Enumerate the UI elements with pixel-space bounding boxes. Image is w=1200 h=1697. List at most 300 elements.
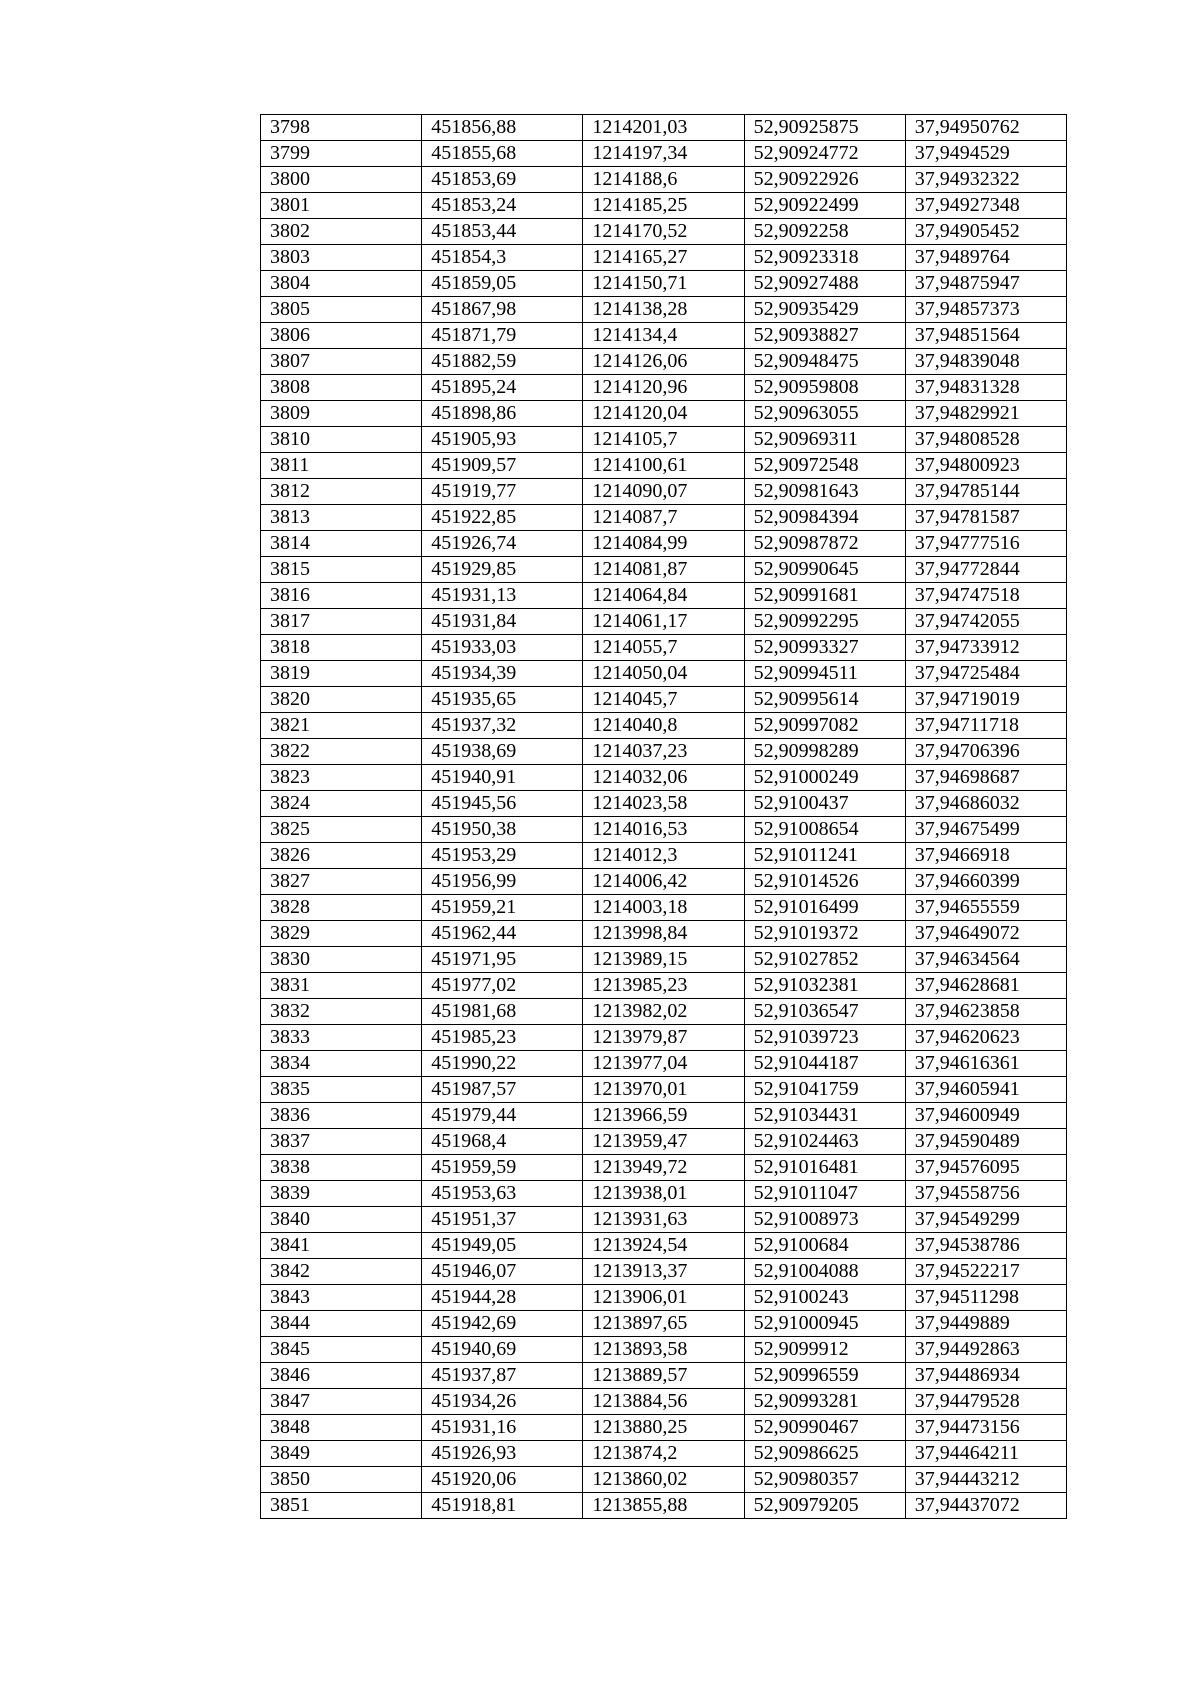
longitude-cell: 37,94772844: [905, 557, 1066, 583]
x-coordinate-cell: 451937,32: [422, 713, 583, 739]
latitude-cell: 52,90922499: [744, 193, 905, 219]
y-coordinate-cell: 1213966,59: [583, 1103, 744, 1129]
y-coordinate-cell: 1213906,01: [583, 1285, 744, 1311]
table-row: [261, 1181, 1067, 1207]
table-row: [261, 141, 1067, 167]
y-coordinate-cell: 1213893,58: [583, 1337, 744, 1363]
latitude-cell: 52,90924772: [744, 141, 905, 167]
x-coordinate-cell: 451918,81: [422, 1493, 583, 1519]
x-coordinate-cell: 451856,88: [422, 115, 583, 141]
table-row: [261, 999, 1067, 1025]
y-coordinate-cell: 1213982,02: [583, 999, 744, 1025]
latitude-cell: 52,90997082: [744, 713, 905, 739]
longitude-cell: 37,94808528: [905, 427, 1066, 453]
latitude-cell: 52,90959808: [744, 375, 905, 401]
y-coordinate-cell: 1214055,7: [583, 635, 744, 661]
table-row: [261, 1051, 1067, 1077]
point-id-cell: 3827: [261, 869, 422, 895]
y-coordinate-cell: 1214087,7: [583, 505, 744, 531]
longitude-cell: 37,94492863: [905, 1337, 1066, 1363]
y-coordinate-cell: 1214064,84: [583, 583, 744, 609]
point-id-cell: 3831: [261, 973, 422, 999]
table-row: [261, 791, 1067, 817]
table-row: [261, 1389, 1067, 1415]
longitude-cell: 37,94479528: [905, 1389, 1066, 1415]
x-coordinate-cell: 451935,65: [422, 687, 583, 713]
point-id-cell: 3812: [261, 479, 422, 505]
table-row: [261, 1467, 1067, 1493]
latitude-cell: 52,9092258: [744, 219, 905, 245]
longitude-cell: 37,94675499: [905, 817, 1066, 843]
latitude-cell: 52,91008973: [744, 1207, 905, 1233]
longitude-cell: 37,9489764: [905, 245, 1066, 271]
y-coordinate-cell: 1214037,23: [583, 739, 744, 765]
point-id-cell: 3802: [261, 219, 422, 245]
x-coordinate-cell: 451931,16: [422, 1415, 583, 1441]
x-coordinate-cell: 451905,93: [422, 427, 583, 453]
y-coordinate-cell: 1214185,25: [583, 193, 744, 219]
y-coordinate-cell: 1214165,27: [583, 245, 744, 271]
table-row: [261, 687, 1067, 713]
longitude-cell: 37,94605941: [905, 1077, 1066, 1103]
point-id-cell: 3826: [261, 843, 422, 869]
point-id-cell: 3845: [261, 1337, 422, 1363]
y-coordinate-cell: 1213938,01: [583, 1181, 744, 1207]
longitude-cell: 37,94829921: [905, 401, 1066, 427]
x-coordinate-cell: 451953,63: [422, 1181, 583, 1207]
point-id-cell: 3822: [261, 739, 422, 765]
point-id-cell: 3803: [261, 245, 422, 271]
x-coordinate-cell: 451931,84: [422, 609, 583, 635]
y-coordinate-cell: 1213970,01: [583, 1077, 744, 1103]
point-id-cell: 3837: [261, 1129, 422, 1155]
latitude-cell: 52,9100243: [744, 1285, 905, 1311]
latitude-cell: 52,91027852: [744, 947, 905, 973]
table-row: [261, 245, 1067, 271]
table-row: [261, 1493, 1067, 1519]
point-id-cell: 3840: [261, 1207, 422, 1233]
table-row: [261, 557, 1067, 583]
table-row: [261, 1415, 1067, 1441]
longitude-cell: 37,94747518: [905, 583, 1066, 609]
point-id-cell: 3801: [261, 193, 422, 219]
table-row: [261, 167, 1067, 193]
longitude-cell: 37,94698687: [905, 765, 1066, 791]
longitude-cell: 37,94875947: [905, 271, 1066, 297]
latitude-cell: 52,91016481: [744, 1155, 905, 1181]
point-id-cell: 3818: [261, 635, 422, 661]
latitude-cell: 52,90922926: [744, 167, 905, 193]
table-row: [261, 1259, 1067, 1285]
point-id-cell: 3817: [261, 609, 422, 635]
x-coordinate-cell: 451859,05: [422, 271, 583, 297]
x-coordinate-cell: 451898,86: [422, 401, 583, 427]
latitude-cell: 52,91019372: [744, 921, 905, 947]
x-coordinate-cell: 451920,06: [422, 1467, 583, 1493]
point-id-cell: 3839: [261, 1181, 422, 1207]
longitude-cell: 37,94464211: [905, 1441, 1066, 1467]
table-row: [261, 713, 1067, 739]
table-row: [261, 583, 1067, 609]
longitude-cell: 37,94649072: [905, 921, 1066, 947]
x-coordinate-cell: 451926,93: [422, 1441, 583, 1467]
longitude-cell: 37,94538786: [905, 1233, 1066, 1259]
longitude-cell: 37,94511298: [905, 1285, 1066, 1311]
x-coordinate-cell: 451977,02: [422, 973, 583, 999]
x-coordinate-cell: 451937,87: [422, 1363, 583, 1389]
table-row: [261, 505, 1067, 531]
table-row: [261, 271, 1067, 297]
latitude-cell: 52,90984394: [744, 505, 905, 531]
point-id-cell: 3807: [261, 349, 422, 375]
point-id-cell: 3835: [261, 1077, 422, 1103]
table-row: [261, 375, 1067, 401]
longitude-cell: 37,94839048: [905, 349, 1066, 375]
table-row: [261, 1207, 1067, 1233]
x-coordinate-cell: 451959,59: [422, 1155, 583, 1181]
x-coordinate-cell: 451950,38: [422, 817, 583, 843]
table-row: [261, 297, 1067, 323]
y-coordinate-cell: 1213977,04: [583, 1051, 744, 1077]
x-coordinate-cell: 451871,79: [422, 323, 583, 349]
latitude-cell: 52,90980357: [744, 1467, 905, 1493]
point-id-cell: 3810: [261, 427, 422, 453]
x-coordinate-cell: 451882,59: [422, 349, 583, 375]
latitude-cell: 52,90996559: [744, 1363, 905, 1389]
point-id-cell: 3841: [261, 1233, 422, 1259]
table-row: [261, 1129, 1067, 1155]
table-row: [261, 947, 1067, 973]
y-coordinate-cell: 1214120,96: [583, 375, 744, 401]
x-coordinate-cell: 451987,57: [422, 1077, 583, 1103]
latitude-cell: 52,90923318: [744, 245, 905, 271]
latitude-cell: 52,91044187: [744, 1051, 905, 1077]
longitude-cell: 37,94706396: [905, 739, 1066, 765]
x-coordinate-cell: 451940,69: [422, 1337, 583, 1363]
latitude-cell: 52,91000249: [744, 765, 905, 791]
longitude-cell: 37,94655559: [905, 895, 1066, 921]
y-coordinate-cell: 1214105,7: [583, 427, 744, 453]
latitude-cell: 52,90993327: [744, 635, 905, 661]
point-id-cell: 3798: [261, 115, 422, 141]
longitude-cell: 37,9494529: [905, 141, 1066, 167]
longitude-cell: 37,94473156: [905, 1415, 1066, 1441]
x-coordinate-cell: 451956,99: [422, 869, 583, 895]
latitude-cell: 52,90938827: [744, 323, 905, 349]
x-coordinate-cell: 451895,24: [422, 375, 583, 401]
x-coordinate-cell: 451942,69: [422, 1311, 583, 1337]
point-id-cell: 3848: [261, 1415, 422, 1441]
y-coordinate-cell: 1214050,04: [583, 661, 744, 687]
point-id-cell: 3805: [261, 297, 422, 323]
latitude-cell: 52,90972548: [744, 453, 905, 479]
table-row: [261, 349, 1067, 375]
coordinates-table-body: [261, 115, 1067, 1519]
x-coordinate-cell: 451867,98: [422, 297, 583, 323]
longitude-cell: 37,94857373: [905, 297, 1066, 323]
y-coordinate-cell: 1214045,7: [583, 687, 744, 713]
table-row: [261, 817, 1067, 843]
point-id-cell: 3838: [261, 1155, 422, 1181]
x-coordinate-cell: 451971,95: [422, 947, 583, 973]
y-coordinate-cell: 1213889,57: [583, 1363, 744, 1389]
point-id-cell: 3832: [261, 999, 422, 1025]
table-row: [261, 973, 1067, 999]
x-coordinate-cell: 451940,91: [422, 765, 583, 791]
table-row: [261, 635, 1067, 661]
longitude-cell: 37,94905452: [905, 219, 1066, 245]
y-coordinate-cell: 1214197,34: [583, 141, 744, 167]
latitude-cell: 52,90986625: [744, 1441, 905, 1467]
latitude-cell: 52,90990645: [744, 557, 905, 583]
point-id-cell: 3824: [261, 791, 422, 817]
point-id-cell: 3830: [261, 947, 422, 973]
latitude-cell: 52,90993281: [744, 1389, 905, 1415]
x-coordinate-cell: 451919,77: [422, 479, 583, 505]
latitude-cell: 52,91011047: [744, 1181, 905, 1207]
point-id-cell: 3806: [261, 323, 422, 349]
latitude-cell: 52,91016499: [744, 895, 905, 921]
longitude-cell: 37,94719019: [905, 687, 1066, 713]
point-id-cell: 3819: [261, 661, 422, 687]
point-id-cell: 3804: [261, 271, 422, 297]
y-coordinate-cell: 1214023,58: [583, 791, 744, 817]
point-id-cell: 3799: [261, 141, 422, 167]
table-row: [261, 661, 1067, 687]
y-coordinate-cell: 1213897,65: [583, 1311, 744, 1337]
x-coordinate-cell: 451949,05: [422, 1233, 583, 1259]
y-coordinate-cell: 1213959,47: [583, 1129, 744, 1155]
point-id-cell: 3813: [261, 505, 422, 531]
x-coordinate-cell: 451855,68: [422, 141, 583, 167]
x-coordinate-cell: 451962,44: [422, 921, 583, 947]
longitude-cell: 37,94437072: [905, 1493, 1066, 1519]
y-coordinate-cell: 1214032,06: [583, 765, 744, 791]
y-coordinate-cell: 1214040,8: [583, 713, 744, 739]
longitude-cell: 37,94600949: [905, 1103, 1066, 1129]
x-coordinate-cell: 451953,29: [422, 843, 583, 869]
table-row: [261, 869, 1067, 895]
table-row: [261, 1103, 1067, 1129]
latitude-cell: 52,91034431: [744, 1103, 905, 1129]
point-id-cell: 3833: [261, 1025, 422, 1051]
latitude-cell: 52,90981643: [744, 479, 905, 505]
y-coordinate-cell: 1213979,87: [583, 1025, 744, 1051]
point-id-cell: 3808: [261, 375, 422, 401]
point-id-cell: 3815: [261, 557, 422, 583]
point-id-cell: 3836: [261, 1103, 422, 1129]
x-coordinate-cell: 451945,56: [422, 791, 583, 817]
x-coordinate-cell: 451934,39: [422, 661, 583, 687]
y-coordinate-cell: 1214201,03: [583, 115, 744, 141]
point-id-cell: 3828: [261, 895, 422, 921]
x-coordinate-cell: 451853,44: [422, 219, 583, 245]
latitude-cell: 52,9100684: [744, 1233, 905, 1259]
longitude-cell: 37,94522217: [905, 1259, 1066, 1285]
table-row: [261, 1077, 1067, 1103]
table-row: [261, 531, 1067, 557]
longitude-cell: 37,94486934: [905, 1363, 1066, 1389]
y-coordinate-cell: 1214061,17: [583, 609, 744, 635]
y-coordinate-cell: 1213884,56: [583, 1389, 744, 1415]
latitude-cell: 52,91004088: [744, 1259, 905, 1285]
point-id-cell: 3811: [261, 453, 422, 479]
table-row: [261, 921, 1067, 947]
latitude-cell: 52,91039723: [744, 1025, 905, 1051]
longitude-cell: 37,9449889: [905, 1311, 1066, 1337]
latitude-cell: 52,90991681: [744, 583, 905, 609]
x-coordinate-cell: 451854,3: [422, 245, 583, 271]
latitude-cell: 52,91008654: [744, 817, 905, 843]
coordinates-table: [260, 114, 1067, 1519]
table-row: [261, 427, 1067, 453]
y-coordinate-cell: 1214170,52: [583, 219, 744, 245]
table-row: [261, 739, 1067, 765]
longitude-cell: 37,94623858: [905, 999, 1066, 1025]
x-coordinate-cell: 451929,85: [422, 557, 583, 583]
longitude-cell: 37,94950762: [905, 115, 1066, 141]
y-coordinate-cell: 1214012,3: [583, 843, 744, 869]
longitude-cell: 37,94558756: [905, 1181, 1066, 1207]
y-coordinate-cell: 1213998,84: [583, 921, 744, 947]
longitude-cell: 37,94711718: [905, 713, 1066, 739]
latitude-cell: 52,91011241: [744, 843, 905, 869]
table-row: [261, 1233, 1067, 1259]
y-coordinate-cell: 1213985,23: [583, 973, 744, 999]
latitude-cell: 52,9099912: [744, 1337, 905, 1363]
y-coordinate-cell: 1214100,61: [583, 453, 744, 479]
y-coordinate-cell: 1213924,54: [583, 1233, 744, 1259]
point-id-cell: 3816: [261, 583, 422, 609]
y-coordinate-cell: 1213855,88: [583, 1493, 744, 1519]
x-coordinate-cell: 451981,68: [422, 999, 583, 1025]
x-coordinate-cell: 451853,69: [422, 167, 583, 193]
x-coordinate-cell: 451985,23: [422, 1025, 583, 1051]
point-id-cell: 3842: [261, 1259, 422, 1285]
point-id-cell: 3814: [261, 531, 422, 557]
y-coordinate-cell: 1214188,6: [583, 167, 744, 193]
table-row: [261, 895, 1067, 921]
longitude-cell: 37,94785144: [905, 479, 1066, 505]
longitude-cell: 37,94616361: [905, 1051, 1066, 1077]
y-coordinate-cell: 1213860,02: [583, 1467, 744, 1493]
table-row: [261, 219, 1067, 245]
y-coordinate-cell: 1214120,04: [583, 401, 744, 427]
x-coordinate-cell: 451926,74: [422, 531, 583, 557]
y-coordinate-cell: 1214134,4: [583, 323, 744, 349]
table-row: [261, 1285, 1067, 1311]
longitude-cell: 37,94733912: [905, 635, 1066, 661]
longitude-cell: 37,94628681: [905, 973, 1066, 999]
y-coordinate-cell: 1213880,25: [583, 1415, 744, 1441]
x-coordinate-cell: 451909,57: [422, 453, 583, 479]
table-row: [261, 765, 1067, 791]
x-coordinate-cell: 451951,37: [422, 1207, 583, 1233]
latitude-cell: 52,90948475: [744, 349, 905, 375]
point-id-cell: 3800: [261, 167, 422, 193]
x-coordinate-cell: 451931,13: [422, 583, 583, 609]
latitude-cell: 52,90969311: [744, 427, 905, 453]
longitude-cell: 37,94742055: [905, 609, 1066, 635]
longitude-cell: 37,94620623: [905, 1025, 1066, 1051]
point-id-cell: 3843: [261, 1285, 422, 1311]
longitude-cell: 37,94660399: [905, 869, 1066, 895]
latitude-cell: 52,91014526: [744, 869, 905, 895]
latitude-cell: 52,90998289: [744, 739, 905, 765]
point-id-cell: 3825: [261, 817, 422, 843]
table-row: [261, 609, 1067, 635]
y-coordinate-cell: 1214084,99: [583, 531, 744, 557]
table-row: [261, 193, 1067, 219]
y-coordinate-cell: 1214126,06: [583, 349, 744, 375]
latitude-cell: 52,90979205: [744, 1493, 905, 1519]
y-coordinate-cell: 1214006,42: [583, 869, 744, 895]
table-row: [261, 1311, 1067, 1337]
y-coordinate-cell: 1214016,53: [583, 817, 744, 843]
point-id-cell: 3820: [261, 687, 422, 713]
longitude-cell: 37,94851564: [905, 323, 1066, 349]
longitude-cell: 37,94927348: [905, 193, 1066, 219]
table-row: [261, 1025, 1067, 1051]
y-coordinate-cell: 1213874,2: [583, 1441, 744, 1467]
latitude-cell: 52,90987872: [744, 531, 905, 557]
longitude-cell: 37,94686032: [905, 791, 1066, 817]
longitude-cell: 37,94590489: [905, 1129, 1066, 1155]
longitude-cell: 37,9466918: [905, 843, 1066, 869]
latitude-cell: 52,91032381: [744, 973, 905, 999]
latitude-cell: 52,90925875: [744, 115, 905, 141]
x-coordinate-cell: 451959,21: [422, 895, 583, 921]
x-coordinate-cell: 451990,22: [422, 1051, 583, 1077]
longitude-cell: 37,94800923: [905, 453, 1066, 479]
point-id-cell: 3823: [261, 765, 422, 791]
latitude-cell: 52,90935429: [744, 297, 905, 323]
x-coordinate-cell: 451946,07: [422, 1259, 583, 1285]
point-id-cell: 3834: [261, 1051, 422, 1077]
y-coordinate-cell: 1214003,18: [583, 895, 744, 921]
latitude-cell: 52,91036547: [744, 999, 905, 1025]
y-coordinate-cell: 1213931,63: [583, 1207, 744, 1233]
longitude-cell: 37,94443212: [905, 1467, 1066, 1493]
latitude-cell: 52,9100437: [744, 791, 905, 817]
x-coordinate-cell: 451944,28: [422, 1285, 583, 1311]
table-row: [261, 1363, 1067, 1389]
point-id-cell: 3809: [261, 401, 422, 427]
y-coordinate-cell: 1214138,28: [583, 297, 744, 323]
latitude-cell: 52,91041759: [744, 1077, 905, 1103]
point-id-cell: 3844: [261, 1311, 422, 1337]
longitude-cell: 37,94634564: [905, 947, 1066, 973]
y-coordinate-cell: 1213949,72: [583, 1155, 744, 1181]
point-id-cell: 3850: [261, 1467, 422, 1493]
point-id-cell: 3846: [261, 1363, 422, 1389]
point-id-cell: 3851: [261, 1493, 422, 1519]
table-row: [261, 453, 1067, 479]
x-coordinate-cell: 451934,26: [422, 1389, 583, 1415]
latitude-cell: 52,90995614: [744, 687, 905, 713]
x-coordinate-cell: 451938,69: [422, 739, 583, 765]
table-row: [261, 1441, 1067, 1467]
point-id-cell: 3829: [261, 921, 422, 947]
longitude-cell: 37,94781587: [905, 505, 1066, 531]
y-coordinate-cell: 1214150,71: [583, 271, 744, 297]
point-id-cell: 3821: [261, 713, 422, 739]
table-row: [261, 1337, 1067, 1363]
y-coordinate-cell: 1213913,37: [583, 1259, 744, 1285]
table-row: [261, 323, 1067, 349]
x-coordinate-cell: 451968,4: [422, 1129, 583, 1155]
x-coordinate-cell: 451922,85: [422, 505, 583, 531]
